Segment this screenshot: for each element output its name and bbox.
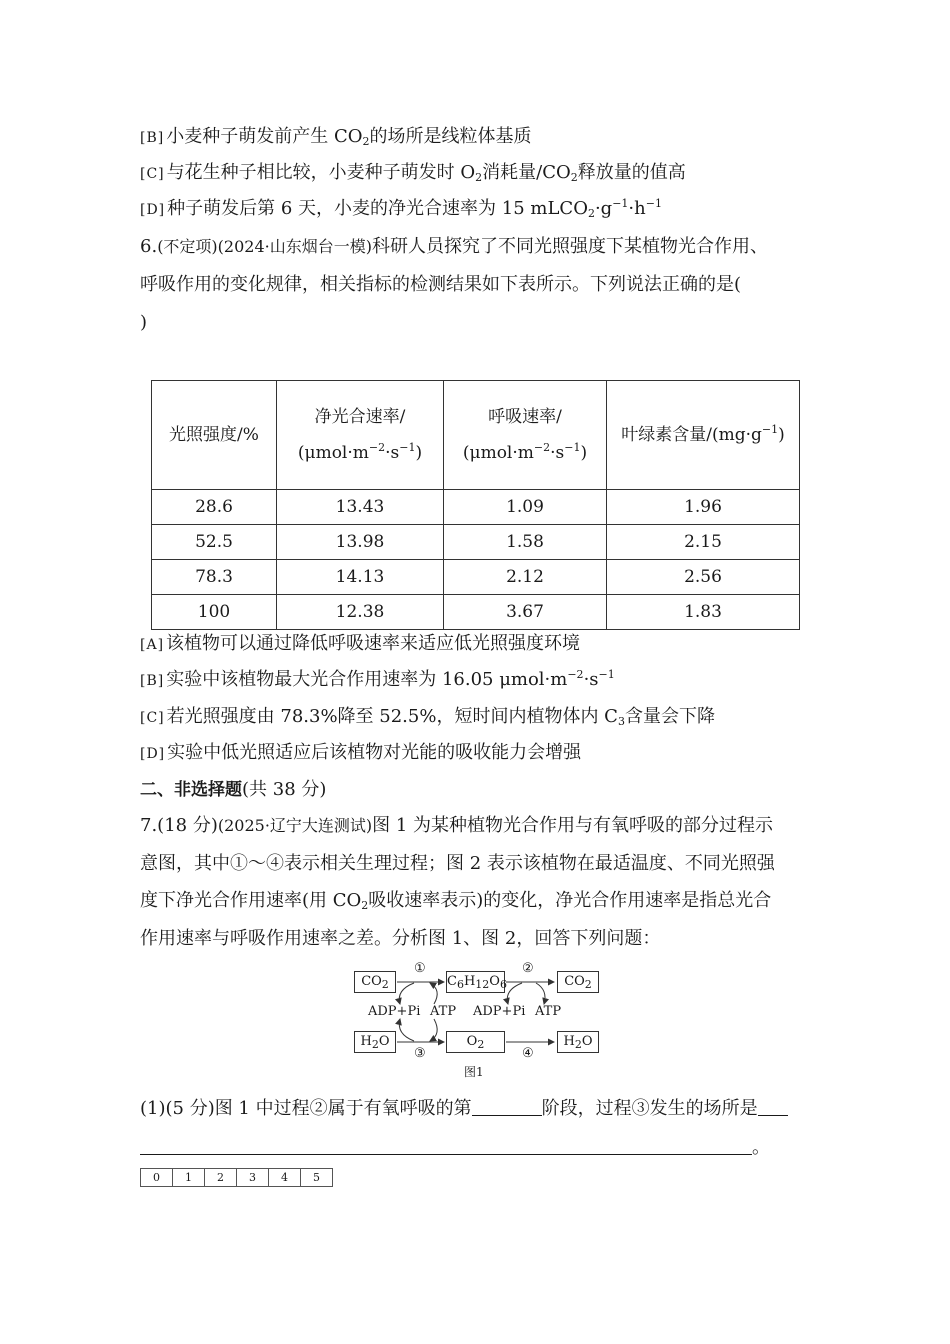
label-atp-right: ATP <box>535 1004 562 1019</box>
box-h2o-left <box>354 1031 396 1053</box>
q6-option-b <box>140 668 615 693</box>
subscript: 2 <box>362 135 370 148</box>
arrow-lower-left <box>399 1019 414 1041</box>
table-cell: 13.98 <box>277 525 444 560</box>
table-cell: 100 <box>152 595 277 630</box>
arrow-lower-left-2 <box>430 1019 437 1041</box>
box-h2o-right <box>557 1031 599 1053</box>
table-row <box>152 490 800 525</box>
option-text: 的场所是线粒体基质 <box>369 126 532 147</box>
formula: CO <box>361 974 382 989</box>
box-glucose <box>446 971 505 993</box>
header-net-photosynthesis <box>277 381 444 490</box>
stem-text: 科研人员探究了不同光照强度下某植物光合作用、 <box>371 236 768 257</box>
section-title: 二、非选择题 <box>140 780 242 800</box>
stem-text: 图 1 为某种植物光合作用与有氧呼吸的部分过程示 <box>372 815 774 836</box>
label-step3: ③ <box>414 1046 426 1061</box>
option-text: 实验中该植物最大光合作用速率为 16.05 μmol·m <box>166 669 568 690</box>
table-cell: 1.96 <box>607 490 800 525</box>
arrow-left-adp <box>399 983 414 1004</box>
question-source-tag: (2025·辽宁大连测试) <box>217 816 373 835</box>
q7-stem-line-3 <box>140 889 771 913</box>
table-cell: 13.43 <box>277 490 444 525</box>
question-number: 6. <box>140 236 158 257</box>
table-cell: 1.09 <box>444 490 607 525</box>
figure-1-diagram <box>352 962 602 1080</box>
superscript: −1 <box>564 441 581 454</box>
option-text: 该植物可以通过降低呼吸速率来适应低光照强度环境 <box>166 633 581 654</box>
option-text: 实验中低光照适应后该植物对光能的吸收能力会增强 <box>167 742 582 763</box>
label-atp-left: ATP <box>430 1004 457 1019</box>
superscript: −2 <box>533 441 551 454</box>
q6-stem-line-3: ) <box>140 312 148 333</box>
unit-text: (μmol·m <box>297 443 369 463</box>
question-source-tag: (不定项)(2024·山东烟台一模) <box>157 237 372 256</box>
q6-data-table <box>151 380 800 630</box>
subquestion-text: (1)(5 分)图 1 中过程②属于有氧呼吸的第 <box>140 1098 472 1119</box>
score-box[interactable]: 0 <box>141 1169 173 1186</box>
q6-option-d <box>140 741 581 766</box>
unit-text: ) <box>580 443 588 463</box>
formula: H <box>463 974 476 989</box>
table-cell: 1.83 <box>607 595 800 630</box>
superscript: −2 <box>567 668 584 681</box>
formula: O <box>581 1034 593 1049</box>
arrow-right-adp <box>507 983 522 1004</box>
subscript: 3 <box>617 715 625 728</box>
formula: O <box>378 1034 390 1049</box>
q7-stem-line-4: 作用速率与呼吸作用速率之差。分析图 1、图 2，回答下列问题： <box>140 928 661 949</box>
subscript: 2 <box>574 1038 582 1051</box>
subscript: 2 <box>584 978 592 991</box>
score-box[interactable]: 4 <box>269 1169 301 1186</box>
subscript: 2 <box>381 978 389 991</box>
superscript: −1 <box>645 197 662 210</box>
subscript: 2 <box>361 899 369 912</box>
option-text: 若光照强度由 78.3%降至 52.5%，短时间内植物体内 C <box>166 706 618 727</box>
table-cell: 2.12 <box>444 560 607 595</box>
table-cell: 1.58 <box>444 525 607 560</box>
superscript: −1 <box>612 197 629 210</box>
table-row <box>152 595 800 630</box>
formula: CO <box>564 974 585 989</box>
subscript: 6 <box>456 978 464 991</box>
formula: C <box>447 974 457 989</box>
option-text: 含量会下降 <box>624 706 715 727</box>
table-cell: 3.67 <box>444 595 607 630</box>
table-cell: 28.6 <box>152 490 277 525</box>
question-number: 7.(18 分) <box>140 815 218 836</box>
unit-text: (μmol·m <box>462 443 534 463</box>
option-text: 释放量的值高 <box>577 162 686 183</box>
q6-stem-line-2: 呼吸作用的变化规律，相关指标的检测结果如下表所示。下列说法正确的是( <box>140 274 742 295</box>
label-adp-right: ADP+Pi <box>473 1004 526 1019</box>
answer-blank-site[interactable] <box>758 1097 788 1116</box>
header-light-intensity: 光照强度/% <box>152 381 277 490</box>
superscript: −2 <box>368 441 386 454</box>
table-row <box>152 560 800 595</box>
section-heading <box>140 778 326 802</box>
table-row <box>152 525 800 560</box>
label-adp-left: ADP+Pi <box>368 1004 421 1019</box>
table-cell: 78.3 <box>152 560 277 595</box>
header-line: 净光合速率/ <box>314 407 406 427</box>
header-unit <box>277 435 443 471</box>
header-text: ) <box>778 425 785 445</box>
box-co2-right <box>557 971 599 993</box>
formula: H <box>360 1034 372 1049</box>
option-tag: [D] <box>140 746 166 762</box>
q5-option-d <box>140 197 662 222</box>
box-co2-left <box>354 971 396 993</box>
table-cell: 52.5 <box>152 525 277 560</box>
formula: O <box>489 974 500 989</box>
stem-text: 吸收速率表示)的变化，净光合作用速率是指总光合 <box>368 890 772 911</box>
option-text: 与花生种子相比较，小麦种子萌发时 O <box>166 162 476 183</box>
score-box[interactable]: 1 <box>173 1169 205 1186</box>
section-points: (共 38 分) <box>242 779 327 800</box>
table-cell: 2.56 <box>607 560 800 595</box>
arrow-right-atp <box>536 983 545 1004</box>
option-tag: [C] <box>140 710 165 726</box>
unit-text: ) <box>415 443 423 463</box>
answer-blank-stage[interactable] <box>472 1097 542 1116</box>
table-header-row <box>152 381 800 490</box>
score-box[interactable]: 5 <box>313 1171 320 1184</box>
q6-option-c <box>140 705 715 730</box>
option-text: 消耗量/CO <box>482 162 571 183</box>
table-cell: 14.13 <box>277 560 444 595</box>
subscript: 2 <box>570 171 578 184</box>
table-cell: 2.15 <box>607 525 800 560</box>
superscript: −1 <box>761 423 779 436</box>
subscript: 2 <box>477 1038 485 1051</box>
table-cell: 12.38 <box>277 595 444 630</box>
q7-stem-line-2: 意图，其中①～④表示相关生理过程；图 2 表示该植物在最适温度、不同光照强 <box>140 853 775 874</box>
formula: H <box>563 1034 575 1049</box>
arrow-left-atp <box>430 983 437 1004</box>
option-tag: [D] <box>140 202 166 218</box>
subquestion-text: 阶段，过程③发生的场所是 <box>541 1098 758 1119</box>
q7-sub1-line-1 <box>140 1097 788 1121</box>
unit-text: ·s <box>550 443 565 463</box>
option-text: ·h <box>628 198 646 219</box>
label-step2: ② <box>522 961 534 976</box>
answer-blank-site-cont[interactable] <box>140 1136 752 1155</box>
q7-sub1-line-2 <box>140 1136 770 1160</box>
superscript: −1 <box>399 441 416 454</box>
figure-caption: 图1 <box>464 1065 484 1079</box>
header-unit <box>444 435 606 471</box>
header-text: 叶绿素含量/(mg·g <box>621 425 762 445</box>
score-box[interactable]: 3 <box>237 1169 269 1186</box>
option-tag: [B] <box>140 130 165 146</box>
subscript: 2 <box>371 1038 379 1051</box>
option-text: ·s <box>583 669 599 690</box>
subscript: 2 <box>475 171 483 184</box>
formula: O <box>466 1034 478 1049</box>
q5-option-b <box>140 125 531 150</box>
subscript: 2 <box>587 207 595 220</box>
q6-stem-line-1 <box>140 235 768 259</box>
option-text: 种子萌发后第 6 天，小麦的净光合速率为 15 mLCO <box>167 198 588 219</box>
option-tag: [B] <box>140 673 165 689</box>
stem-text: 度下净光合作用速率(用 CO <box>140 890 362 911</box>
header-respiration-rate <box>444 381 607 490</box>
option-tag: [A] <box>140 637 165 653</box>
option-text: ·g <box>594 198 613 219</box>
q6-option-a <box>140 632 580 657</box>
box-o2 <box>446 1031 505 1053</box>
q7-stem-line-1 <box>140 814 773 838</box>
header-line: 呼吸速率/ <box>488 407 562 427</box>
header-chlorophyll <box>607 381 800 490</box>
subscript: 12 <box>475 978 490 991</box>
period: 。 <box>752 1137 770 1158</box>
score-box[interactable]: 2 <box>205 1169 237 1186</box>
superscript: −1 <box>598 668 615 681</box>
subscript: 6 <box>499 978 507 991</box>
option-tag: [C] <box>140 166 165 182</box>
label-step1: ① <box>414 961 426 976</box>
option-text: 小麦种子萌发前产生 CO <box>166 126 363 147</box>
unit-text: ·s <box>385 443 400 463</box>
score-boxes <box>140 1168 333 1187</box>
label-step4: ④ <box>522 1046 534 1061</box>
q5-option-c <box>140 161 686 186</box>
